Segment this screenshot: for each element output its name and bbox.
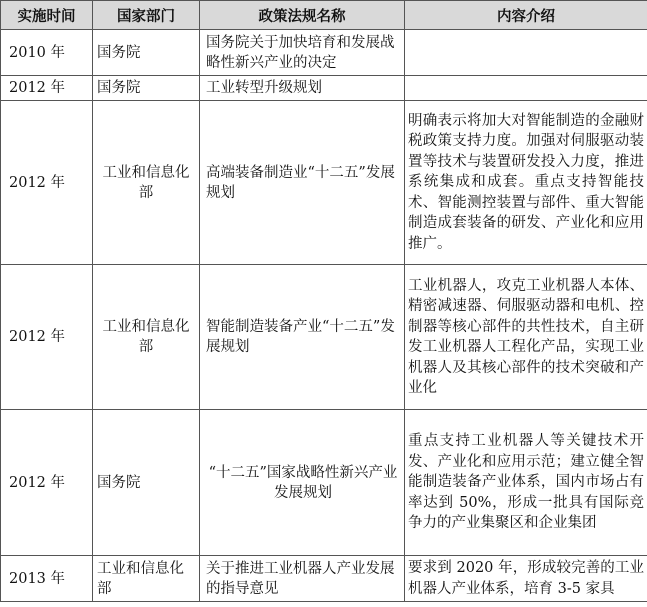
cell-policy-name: 关于推进工业机器人产业发展的指导意见 bbox=[200, 556, 405, 602]
cell-policy-name: “十二五”国家战略性新兴产业发展规划 bbox=[200, 410, 405, 556]
table-header-row bbox=[1, 1, 647, 30]
cell-year: 2010 年 bbox=[1, 30, 93, 76]
cell-department: 国务院 bbox=[93, 30, 200, 76]
cell-year: 2012 年 bbox=[1, 76, 93, 101]
table-row bbox=[1, 101, 647, 265]
header-content: 内容介绍 bbox=[405, 1, 647, 30]
cell-year: 2012 年 bbox=[1, 265, 93, 410]
cell-content: 明确表示将加大对智能制造的金融财税政策支持力度。加强对伺服驱动装置等技术与装置研发投入力度，推进系统集成和成套。重点支持智能技术、智能测控装置与部件、重大智能制造成套装备的研发、产业化和应用推广。 bbox=[405, 101, 647, 265]
cell-policy-name: 智能制造装备产业“十二五”发展规划 bbox=[200, 265, 405, 410]
header-department: 国家部门 bbox=[93, 1, 200, 30]
cell-content bbox=[405, 30, 647, 76]
cell-department: 工业和信息化部 bbox=[93, 101, 200, 265]
table-row bbox=[1, 410, 647, 556]
cell-year: 2012 年 bbox=[1, 101, 93, 265]
cell-department: 国务院 bbox=[93, 410, 200, 556]
table-row bbox=[1, 265, 647, 410]
cell-year: 2012 年 bbox=[1, 410, 93, 556]
table-row bbox=[1, 556, 647, 602]
cell-year: 2013 年 bbox=[1, 556, 93, 602]
table-row bbox=[1, 30, 647, 76]
table-row bbox=[1, 76, 647, 101]
header-year: 实施时间 bbox=[1, 1, 93, 30]
cell-department: 国务院 bbox=[93, 76, 200, 101]
cell-department: 工业和信息化部 bbox=[93, 556, 200, 602]
cell-policy-name: 高端装备制造业“十二五”发展规划 bbox=[200, 101, 405, 265]
cell-content bbox=[405, 76, 647, 101]
cell-policy-name: 国务院关于加快培育和发展战略性新兴产业的决定 bbox=[200, 30, 405, 76]
header-policy-name: 政策法规名称 bbox=[200, 1, 405, 30]
cell-content: 工业机器人，攻克工业机器人本体、精密减速器、伺服驱动器和电机、控制器等核心部件的共性技术，自主研发工业机器人工程化产品，实现工业机器人及其核心部件的技术突破和产业化 bbox=[405, 265, 647, 410]
cell-content: 重点支持工业机器人等关键技术开发、产业化和应用示范；建立健全智能制造装备产业体系，国内市场占有率达到 50%，形成一批具有国际竞争力的产业集聚区和企业集团 bbox=[405, 410, 647, 556]
cell-department: 工业和信息化部 bbox=[93, 265, 200, 410]
cell-content: 要求到 2020 年，形成较完善的工业机器人产业体系，培育 3-5 家具 bbox=[405, 556, 647, 602]
cell-policy-name: 工业转型升级规划 bbox=[200, 76, 405, 101]
